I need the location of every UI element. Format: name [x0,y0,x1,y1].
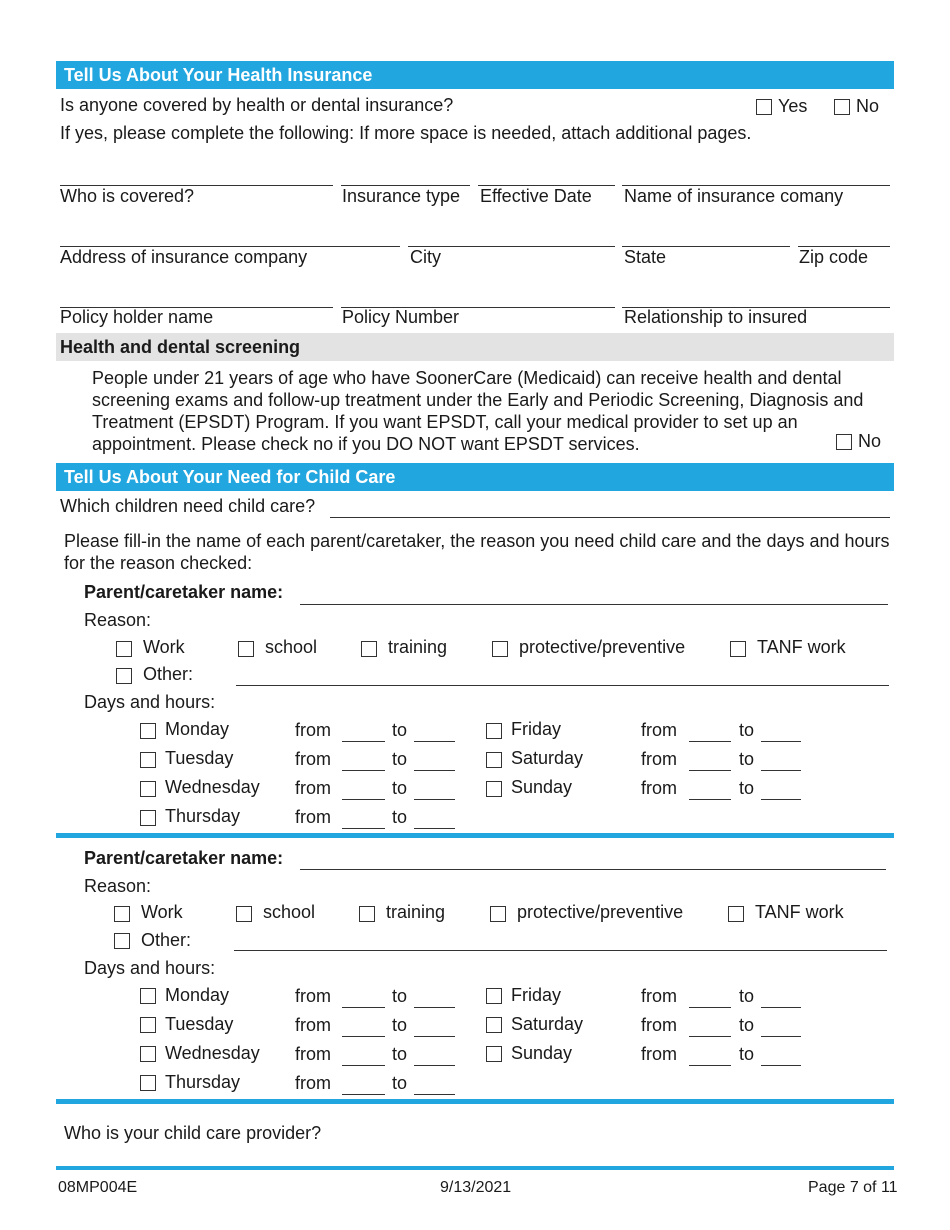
reason-protective-checkbox-1[interactable] [492,641,508,657]
wednesday-from-label-2: from [295,1044,331,1064]
reason-tanf-label-1: TANF work [757,637,846,657]
monday-from-label-1: from [295,720,331,740]
parent-name-label-1: Parent/caretaker name: [84,582,284,602]
saturday-checkbox-2[interactable] [486,1017,502,1033]
thursday-from-field-1[interactable] [342,828,385,829]
relationship-label: Relationship to insured [624,307,808,327]
policy-number-label: Policy Number [342,307,460,327]
screening-text: People under 21 years of age who have SoonerCare (Medicaid) can receive health and dental screening exams and follow-up treatment under the Early and Periodic Screening, Diagnosis and Treatment (EPSDT) Program. If you want EPSDT, call your medical provider to set up an appointment. Please check no if you DO NOT want EPSDT services. [92,368,864,454]
reason-label-2: Reason: [84,876,152,896]
days-hours-label-2: Days and hours: [84,958,216,978]
coverage-question: Is anyone covered by health or dental insurance? [60,95,454,115]
reason-other-checkbox-1[interactable] [116,668,132,684]
sunday-from-field-1[interactable] [689,799,731,800]
screening-header: Health and dental screening [56,333,894,361]
monday-label-1: Monday [165,719,230,739]
thursday-checkbox-1[interactable] [140,810,156,826]
reason-protective-checkbox-2[interactable] [490,906,506,922]
monday-to-field-2[interactable] [414,1007,455,1008]
reason-protective-label-1: protective/preventive [519,637,686,657]
reason-school-checkbox-2[interactable] [236,906,252,922]
reason-work-label-2: Work [141,902,183,922]
friday-to-label-2: to [739,986,755,1006]
saturday-to-field-2[interactable] [761,1036,801,1037]
friday-label-2: Friday [511,985,562,1005]
reason-school-checkbox-1[interactable] [238,641,254,657]
friday-checkbox-1[interactable] [486,723,502,739]
coverage-no-checkbox[interactable] [834,99,850,115]
epsdt-no-label: No [858,431,882,451]
sunday-from-label-1: from [641,778,677,798]
reason-work-checkbox-2[interactable] [114,906,130,922]
reason-training-label-1: training [388,637,448,657]
company-name-label: Name of insurance comany [624,186,844,206]
tuesday-from-field-2[interactable] [342,1036,385,1037]
reason-other-field-1[interactable] [236,685,889,686]
company-address-label: Address of insurance company [60,247,308,267]
monday-to-label-2: to [392,986,408,1006]
sunday-to-field-2[interactable] [761,1065,801,1066]
reason-protective-label-2: protective/preventive [517,902,684,922]
tuesday-checkbox-1[interactable] [140,752,156,768]
reason-other-label-2: Other: [141,930,192,950]
saturday-to-field-1[interactable] [761,770,801,771]
parent-name-field-1[interactable] [300,604,888,605]
saturday-to-label-1: to [739,749,755,769]
epsdt-no-checkbox[interactable] [836,434,852,450]
which-children-field[interactable] [330,517,890,518]
friday-from-label-1: from [641,720,677,740]
monday-from-field-1[interactable] [342,741,385,742]
tuesday-from-label-2: from [295,1015,331,1035]
coverage-yes-checkbox[interactable] [756,99,772,115]
saturday-from-label-2: from [641,1015,677,1035]
days-hours-label-1: Days and hours: [84,692,216,712]
child-care-header: Tell Us About Your Need for Child Care [56,463,894,491]
tuesday-from-label-1: from [295,749,331,769]
form-date: 9/13/2021 [440,1179,512,1196]
wednesday-label-1: Wednesday [165,777,260,797]
saturday-checkbox-1[interactable] [486,752,502,768]
tuesday-label-1: Tuesday [165,748,234,768]
monday-to-field-1[interactable] [414,741,455,742]
provider-question: Who is your child care provider? [64,1123,322,1143]
wednesday-from-label-1: from [295,778,331,798]
form-id: 08MP004E [58,1179,138,1196]
reason-work-checkbox-1[interactable] [116,641,132,657]
who-covered-label: Who is covered? [60,186,195,206]
thursday-label-2: Thursday [165,1072,241,1092]
section-divider-2 [56,1099,894,1104]
friday-label-1: Friday [511,719,562,739]
thursday-to-field-1[interactable] [414,828,455,829]
effective-date-label: Effective Date [480,186,592,206]
saturday-from-field-1[interactable] [689,770,731,771]
reason-training-checkbox-2[interactable] [359,906,375,922]
friday-checkbox-2[interactable] [486,988,502,1004]
parent-name-field-2[interactable] [300,869,886,870]
saturday-label-1: Saturday [511,748,584,768]
friday-to-field-2[interactable] [761,1007,801,1008]
section-divider-1 [56,833,894,838]
wednesday-to-field-1[interactable] [414,799,455,800]
reason-label-1: Reason: [84,610,152,630]
wednesday-label-2: Wednesday [165,1043,260,1063]
thursday-from-label-1: from [295,807,331,827]
reason-tanf-label-2: TANF work [755,902,844,922]
state-label: State [624,247,667,267]
page-number: Page 7 of 11 [808,1179,898,1196]
monday-from-label-2: from [295,986,331,1006]
tuesday-to-label-2: to [392,1015,408,1035]
reason-tanf-checkbox-1[interactable] [730,641,746,657]
city-label: City [410,247,441,267]
sunday-to-label-1: to [739,778,755,798]
tuesday-from-field-1[interactable] [342,770,385,771]
sunday-checkbox-2[interactable] [486,1046,502,1062]
wednesday-to-field-2[interactable] [414,1065,455,1066]
saturday-label-2: Saturday [511,1014,584,1034]
policy-holder-label: Policy holder name [60,307,214,327]
child-care-instructions: Please fill-in the name of each parent/caretaker, the reason you need child care and the days and hours for the reason checked: [64,531,890,573]
thursday-to-label-1: to [392,807,408,827]
coverage-yes-label: Yes [778,96,808,116]
reason-tanf-checkbox-2[interactable] [728,906,744,922]
tuesday-to-label-1: to [392,749,408,769]
parent-name-label-2: Parent/caretaker name: [84,848,284,868]
sunday-label-1: Sunday [511,777,573,797]
reason-other-checkbox-2[interactable] [114,933,130,949]
tuesday-checkbox-2[interactable] [140,1017,156,1033]
wednesday-to-label-2: to [392,1044,408,1064]
insurance-instructions: If yes, please complete the following: If more space is needed, attach additional pages. [60,123,752,143]
friday-from-field-1[interactable] [689,741,731,742]
saturday-from-label-1: from [641,749,677,769]
coverage-no-label: No [856,96,880,116]
health-insurance-header: Tell Us About Your Health Insurance [56,61,894,89]
thursday-to-label-2: to [392,1073,408,1093]
thursday-from-field-2[interactable] [342,1094,385,1095]
reason-work-label-1: Work [143,637,185,657]
wednesday-checkbox-1[interactable] [140,781,156,797]
monday-checkbox-2[interactable] [140,988,156,1004]
reason-school-label-1: school [265,637,318,657]
thursday-from-label-2: from [295,1073,331,1093]
friday-to-field-1[interactable] [761,741,801,742]
wednesday-to-label-1: to [392,778,408,798]
wednesday-checkbox-2[interactable] [140,1046,156,1062]
insurance-type-label: Insurance type [342,186,461,206]
reason-training-checkbox-1[interactable] [361,641,377,657]
footer-rule [56,1166,894,1170]
friday-from-label-2: from [641,986,677,1006]
thursday-checkbox-2[interactable] [140,1075,156,1091]
saturday-from-field-2[interactable] [689,1036,731,1037]
monday-checkbox-1[interactable] [140,723,156,739]
wednesday-from-field-1[interactable] [342,799,385,800]
friday-from-field-2[interactable] [689,1007,731,1008]
tuesday-to-field-1[interactable] [414,770,455,771]
zip-label: Zip code [799,247,869,267]
reason-school-label-2: school [263,902,316,922]
tuesday-label-2: Tuesday [165,1014,234,1034]
reason-other-field-2[interactable] [234,950,887,951]
thursday-to-field-2[interactable] [414,1094,455,1095]
saturday-to-label-2: to [739,1015,755,1035]
sunday-label-2: Sunday [511,1043,573,1063]
sunday-to-field-1[interactable] [761,799,801,800]
thursday-label-1: Thursday [165,806,241,826]
sunday-from-field-2[interactable] [689,1065,731,1066]
sunday-checkbox-1[interactable] [486,781,502,797]
monday-label-2: Monday [165,985,230,1005]
monday-from-field-2[interactable] [342,1007,385,1008]
wednesday-from-field-2[interactable] [342,1065,385,1066]
sunday-to-label-2: to [739,1044,755,1064]
friday-to-label-1: to [739,720,755,740]
reason-other-label-1: Other: [143,664,194,684]
monday-to-label-1: to [392,720,408,740]
reason-training-label-2: training [386,902,446,922]
tuesday-to-field-2[interactable] [414,1036,455,1037]
which-children-label: Which children need child care? [60,496,316,516]
sunday-from-label-2: from [641,1044,677,1064]
